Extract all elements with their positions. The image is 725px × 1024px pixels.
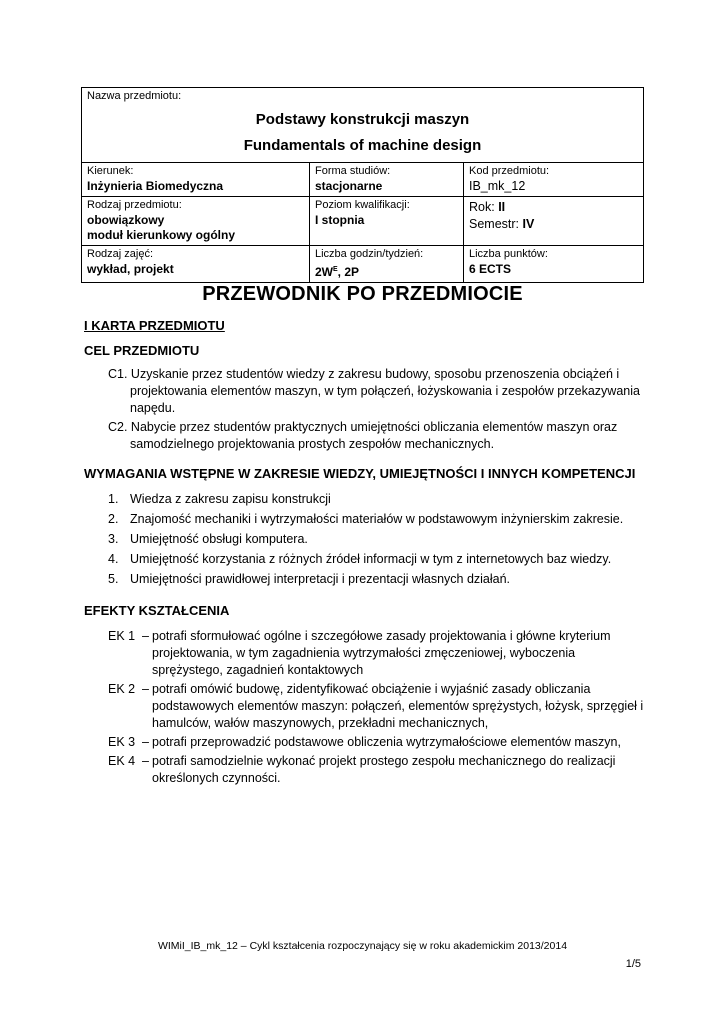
- ek-item-4: [108, 753, 648, 787]
- godziny-label: Liczba godzin/tydzień:: [315, 248, 424, 260]
- ek-line: sprężystego, zagadnień kontaktowych: [152, 663, 364, 677]
- ek-line: potrafi samodzielnie wykonać projekt prostego zespołu mechanicznego do realizacji: [152, 754, 616, 768]
- ek-code: EK 4: [108, 754, 136, 768]
- kierunek-value: Inżynieria Biomedyczna: [87, 179, 224, 193]
- ek-line: projektowania, w tym zagadnienia wytrzymałości zmęczeniowej, wyboczenia: [152, 646, 576, 660]
- rok-value: II: [498, 200, 506, 214]
- list-item: [108, 511, 648, 531]
- forma-label: Forma studiów:: [315, 165, 391, 177]
- godziny-value: [315, 262, 458, 280]
- page-number: 1/5: [625, 958, 641, 970]
- list-item: [108, 571, 648, 591]
- rodzaj-value-2: moduł kierunkowy ogólny: [87, 228, 236, 242]
- ek-item-3: [108, 734, 648, 751]
- ek-line: określonych czynności.: [152, 771, 281, 785]
- list-item-text: Umiejętność korzystania z różnych źródeł informacji w tym z internetowych baz wiedzy.: [130, 552, 612, 566]
- kod-label: Kod przedmiotu:: [469, 165, 550, 177]
- rodzaj-cell: [82, 197, 310, 246]
- list-item-number: 2.: [108, 512, 119, 526]
- subject-name-cell: [82, 88, 644, 163]
- rodzaj-label: Rodzaj przedmiotu:: [87, 199, 182, 211]
- ek-item-2: [108, 681, 648, 732]
- ek-dash: –: [142, 682, 149, 696]
- wymagania-heading: WYMAGANIA WSTĘPNE W ZAKRESIE WIEDZY, UMIEJĘTNOŚCI I INNYCH KOMPETENCJI: [84, 466, 636, 481]
- kierunek-label: Kierunek:: [87, 165, 134, 177]
- godziny-cell: [310, 246, 464, 283]
- zajecia-value: wykład, projekt: [87, 262, 174, 276]
- rodzaj-value-1: obowiązkowy: [87, 213, 165, 227]
- zajecia-label: Rodzaj zajęć:: [87, 248, 154, 260]
- kod-value: IB_mk_12: [469, 179, 526, 193]
- ek-line: podstawowych elementów maszyn: połączeń, elementów sprężystych, łożysk, sprzęgieł i: [152, 699, 644, 713]
- list-item-text: Umiejętności prawidłowej interpretacji i prezentacji własnych działań.: [130, 572, 511, 586]
- ek-dash: –: [142, 629, 149, 643]
- list-item-text: Umiejętność obsługi komputera.: [130, 532, 308, 546]
- document-title: PRZEWODNIK PO PRZEDMIOCIE: [202, 283, 523, 305]
- subject-title-pl: Podstawy konstrukcji maszyn: [255, 111, 470, 128]
- cel-c2-line-2: samodzielnego projektowania prostych zespołów mechanicznych.: [130, 437, 495, 451]
- cel-c1-line-3: napędu.: [130, 401, 176, 415]
- list-item-text: Wiedza z zakresu zapisu konstrukcji: [130, 492, 331, 506]
- ek-line: potrafi sformułować ogólne i szczegółowe zasady projektowania i główne kryterium: [152, 629, 611, 643]
- rok-line: [469, 200, 638, 215]
- godziny-sup: E: [333, 266, 338, 273]
- godziny-value-b: , 2P: [337, 265, 360, 279]
- kod-cell: [464, 163, 644, 197]
- ek-dash: –: [142, 754, 149, 768]
- forma-value: stacjonarne: [315, 179, 383, 193]
- kierunek-cell: [82, 163, 310, 197]
- ek-line: potrafi przeprowadzić podstawowe obliczenia wytrzymałościowe elementów maszyn,: [152, 735, 621, 749]
- list-item-number: 5.: [108, 572, 119, 586]
- ek-text: [152, 753, 648, 787]
- ek-line: hamulców, wałów maszynowych, przekładni mechanicznych,: [152, 716, 489, 730]
- punkty-value: 6 ECTS: [469, 262, 512, 276]
- cel-c1: [108, 366, 653, 417]
- punkty-cell: [464, 246, 644, 283]
- semestr-line: [469, 217, 638, 232]
- list-item-text: Znajomość mechaniki i wytrzymałości materiałów w podstawowym inżynierskim zakresie.: [130, 512, 624, 526]
- punkty-label: Liczba punktów:: [469, 248, 548, 260]
- list-item-number: 3.: [108, 532, 119, 546]
- ek-text: [152, 681, 648, 732]
- ek-text: [152, 734, 648, 751]
- ek-line: potrafi omówić budowę, zidentyfikować obciążenie i wyjaśnić zasady obliczania: [152, 682, 591, 696]
- zajecia-cell: [82, 246, 310, 283]
- subject-header-table: [81, 87, 644, 283]
- semestr-value: IV: [522, 217, 535, 231]
- ek-text: [152, 628, 648, 679]
- ek-dash: –: [142, 735, 149, 749]
- wymagania-list: [108, 491, 648, 591]
- semestr-label: Semestr:: [469, 217, 523, 231]
- page-footer: WIMiI_IB_mk_12 – Cykl kształcenia rozpoczynający się w roku akademickim 2013/2014: [157, 940, 568, 952]
- rok-semestr-cell: [464, 197, 644, 246]
- cel-c2: [108, 419, 653, 453]
- section-karta-heading: I KARTA PRZEDMIOTU: [84, 318, 225, 333]
- list-item-number: 1.: [108, 492, 119, 506]
- poziom-value: I stopnia: [315, 213, 365, 227]
- cel-heading: CEL PRZEDMIOTU: [84, 343, 200, 358]
- subject-title-en: Fundamentals of machine design: [243, 137, 482, 154]
- cel-c2-line-1: C2. Nabycie przez studentów praktycznych umiejętności obliczania elementów maszyn oraz: [108, 420, 618, 434]
- list-item: [108, 491, 648, 511]
- poziom-label: Poziom kwalifikacji:: [315, 199, 410, 211]
- list-item-number: 4.: [108, 552, 119, 566]
- list-item: [108, 531, 648, 551]
- list-item: [108, 551, 648, 571]
- ek-code: EK 2: [108, 682, 136, 696]
- subject-label: Nazwa przedmiotu:: [87, 90, 182, 102]
- cel-c1-line-1: C1. Uzyskanie przez studentów wiedzy z zakresu budowy, sposobu przenoszenia obciążeń i: [108, 367, 620, 381]
- cel-c1-line-2: projektowania elementów maszyn, w tym połączeń, łożyskowania i zespołów przekazywania: [130, 384, 640, 398]
- rok-label: Rok:: [469, 200, 499, 214]
- ek-code: EK 1: [108, 629, 136, 643]
- efekty-heading: EFEKTY KSZTAŁCENIA: [84, 603, 230, 618]
- godziny-value-a: 2W: [315, 265, 333, 279]
- poziom-cell: [310, 197, 464, 246]
- ek-code: EK 3: [108, 735, 136, 749]
- forma-cell: [310, 163, 464, 197]
- ek-item-1: [108, 628, 648, 679]
